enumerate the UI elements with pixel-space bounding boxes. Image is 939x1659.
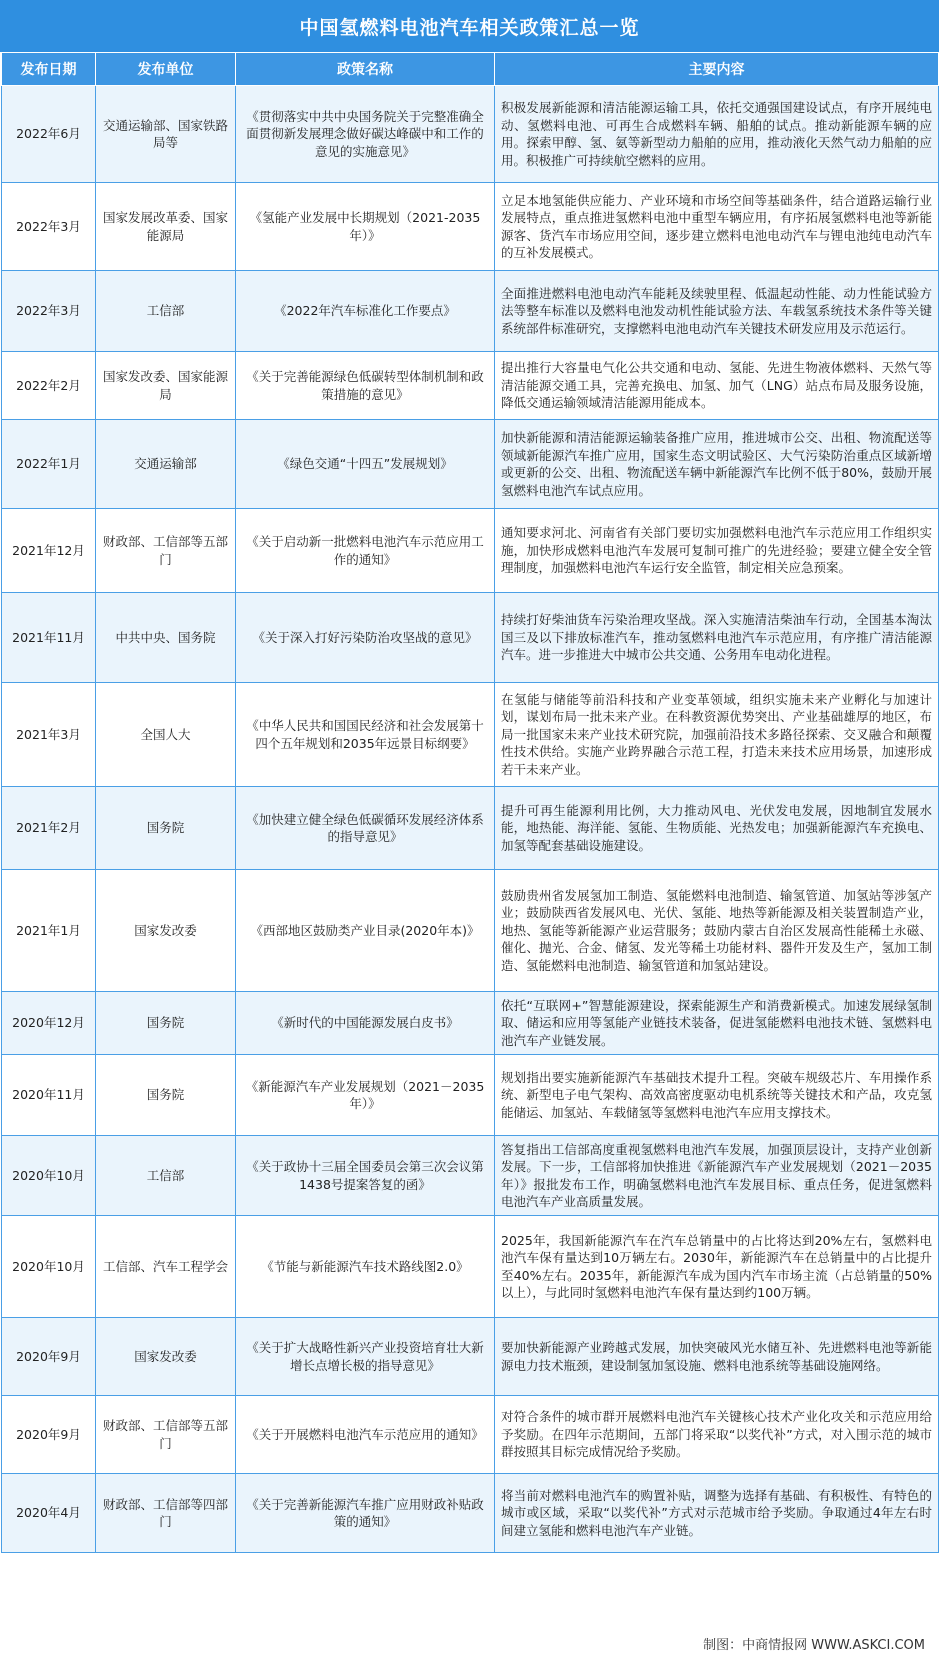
unit-cell: 国务院 [96,787,236,870]
content-cell: 立足本地氢能供应能力、产业环境和市场空间等基础条件，结合道路运输行业发展特点，重点推进氢燃料电池中重型车辆应用，有序拓展氢燃料电池等新能源客、货汽车市场应用空间，逐步建立燃料电池电动汽车与锂电池纯电动汽车的互补发展模式。 [495,183,939,271]
policy-name-cell: 《节能与新能源汽车技术路线图2.0》 [236,1216,495,1318]
date-cell: 2021年1月 [2,870,96,992]
unit-cell: 交通运输部、国家铁路局等 [96,86,236,183]
content-cell: 积极发展新能源和清洁能源运输工具，依托交通强国建设试点，有序开展纯电动、氢燃料电池、可再生合成燃料车辆、船舶的试点。推动新能源车辆的应用。探索甲醇、氢、氨等新型动力船舶的应用，推动液化天然气动力船舶的应用。积极推广可持续航空燃料的应用。 [495,86,939,183]
content-cell: 鼓励贵州省发展氢加工制造、氢能燃料电池制造、输氢管道、加氢站等涉氢产业；鼓励陕西省发展风电、光伏、氢能、地热等新能源及相关装置制造产业，地热、氢能等新能源产业运营服务；鼓励内蒙古自治区发展高性能稀土永磁、催化、抛光、合金、储氢、发光等稀土功能材料、器件开发及生产，氢加工制造、氢能燃料电池制造、输氢管道和加氢站建设。 [495,870,939,992]
content-cell: 提出推行大容量电气化公共交通和电动、氢能、先进生物液体燃料、天然气等清洁能源交通工具，完善充换电、加氢、加气（LNG）站点布局及服务设施，降低交通运输领域清洁能源用能成本。 [495,352,939,420]
table-row [2,683,939,787]
policy-name-cell: 《关于政协十三届全国委员会第三次会议第1438号提案答复的函》 [236,1136,495,1216]
unit-cell: 国家发改委 [96,1318,236,1396]
content-cell: 答复指出工信部高度重视氢燃料电池汽车发展，加强顶层设计，支持产业创新发展。下一步，工信部将加快推进《新能源汽车产业发展规划（2021－2035年）》报批发布工作，明确氢燃料电池汽车发展目标、重点任务，促进氢燃料电池汽车产业高质量发展。 [495,1136,939,1216]
unit-cell: 国家发改委、国家能源局 [96,352,236,420]
content-cell: 2025年，我国新能源汽车在汽车总销量中的占比将达到20%左右，氢燃料电池汽车保有量达到10万辆左右。2030年，新能源汽车在总销量中的占比提升至40%左右。2035年，新能源汽车成为国内汽车市场主流（占总销量的50%以上），与此同时氢燃料电池汽车保有量达到约100万辆。 [495,1216,939,1318]
unit-cell: 国务院 [96,992,236,1055]
unit-cell: 财政部、工信部等五部门 [96,1396,236,1474]
table-row [2,1136,939,1216]
policy-name-cell: 《关于开展燃料电池汽车示范应用的通知》 [236,1396,495,1474]
unit-cell: 国家发改委 [96,870,236,992]
table-row [2,1474,939,1553]
unit-cell: 交通运输部 [96,420,236,509]
unit-cell: 全国人大 [96,683,236,787]
policy-name-cell: 《绿色交通“十四五”发展规划》 [236,420,495,509]
date-cell: 2020年9月 [2,1318,96,1396]
content-cell: 提升可再生能源利用比例，大力推动风电、光伏发电发展，因地制宜发展水能，地热能、海洋能、氢能、生物质能、光热发电；加强新能源汽车充换电、加氢等配套基础设施建设。 [495,787,939,870]
source-credit: 制图：中商情报网 WWW.ASKCI.COM [703,1638,925,1653]
date-cell: 2022年3月 [2,271,96,352]
policy-name-cell: 《氢能产业发展中长期规划（2021-2035年）》 [236,183,495,271]
table-row [2,1055,939,1136]
unit-cell: 工信部 [96,271,236,352]
table-row [2,420,939,509]
date-cell: 2020年11月 [2,1055,96,1136]
table-row [2,183,939,271]
policy-name-cell: 《新时代的中国能源发展白皮书》 [236,992,495,1055]
table-header-row [2,53,939,86]
policy-name-cell: 《加快建立健全绿色低碳循环发展经济体系的指导意见》 [236,787,495,870]
policy-name-cell: 《贯彻落实中共中央国务院关于完整准确全面贯彻新发展理念做好碳达峰碳中和工作的意见的实施意见》 [236,86,495,183]
policy-name-cell: 《关于完善新能源汽车推广应用财政补贴政策的通知》 [236,1474,495,1553]
unit-cell: 中共中央、国务院 [96,593,236,683]
header-unit: 发布单位 [96,53,236,86]
date-cell: 2022年3月 [2,183,96,271]
policy-name-cell: 《西部地区鼓励类产业目录(2020年本)》 [236,870,495,992]
policy-name-cell: 《中华人民共和国国民经济和社会发展第十四个五年规划和2035年远景目标纲要》 [236,683,495,787]
date-cell: 2021年2月 [2,787,96,870]
table-row [2,787,939,870]
content-cell: 依托“互联网+”智慧能源建设，探索能源生产和消费新模式。加速发展绿氢制取、储运和应用等氢能产业链技术装备，促进氢能燃料电池技术链、氢燃料电池汽车产业链发展。 [495,992,939,1055]
header-date: 发布日期 [2,53,96,86]
table-row [2,593,939,683]
table-row [2,509,939,593]
date-cell: 2020年12月 [2,992,96,1055]
unit-cell: 国家发展改革委、国家能源局 [96,183,236,271]
content-cell: 持续打好柴油货车污染治理攻坚战。深入实施清洁柴油车行动，全国基本淘汰国三及以下排放标准汽车，推动氢燃料电池汽车示范应用，有序推广清洁能源汽车。进一步推进大中城市公共交通、公务用车电动化进程。 [495,593,939,683]
policy-name-cell: 《关于扩大战略性新兴产业投资培育壮大新增长点增长极的指导意见》 [236,1318,495,1396]
unit-cell: 工信部 [96,1136,236,1216]
policy-name-cell: 《关于启动新一批燃料电池汽车示范应用工作的通知》 [236,509,495,593]
table-row [2,86,939,183]
table-row [2,271,939,352]
policy-name-cell: 《关于深入打好污染防治攻坚战的意见》 [236,593,495,683]
table-row [2,870,939,992]
date-cell: 2022年2月 [2,352,96,420]
table-row [2,1318,939,1396]
policy-name-cell: 《关于完善能源绿色低碳转型体制机制和政策措施的意见》 [236,352,495,420]
table-row [2,1396,939,1474]
policy-name-cell: 《2022年汽车标准化工作要点》 [236,271,495,352]
content-cell: 加快新能源和清洁能源运输装备推广应用，推进城市公交、出租、物流配送等领域新能源汽车推广应用，国家生态文明试验区、大气污染防治重点区域新增或更新的公交、出租、物流配送车辆中新能源汽车比例不低于80%，鼓励开展氢燃料电池汽车试点应用。 [495,420,939,509]
date-cell: 2022年1月 [2,420,96,509]
date-cell: 2022年6月 [2,86,96,183]
table-row [2,352,939,420]
header-policy-name: 政策名称 [236,53,495,86]
content-cell: 在氢能与储能等前沿科技和产业变革领域，组织实施未来产业孵化与加速计划，谋划布局一批未来产业。在科教资源优势突出、产业基础雄厚的地区，布局一批国家未来产业技术研究院，加强前沿技术多路径探索、交叉融合和颠覆性技术供给。实施产业跨界融合示范工程，打造未来技术应用场景，加速形成若干未来产业。 [495,683,939,787]
content-cell: 对符合条件的城市群开展燃料电池汽车关键核心技术产业化攻关和示范应用给予奖励。在四年示范期间，五部门将采取“以奖代补”方式，对入围示范的城市群按照其目标完成情况给予奖励。 [495,1396,939,1474]
page-title: 中国氢燃料电池汽车相关政策汇总一览 [0,0,939,52]
unit-cell: 财政部、工信部等五部门 [96,509,236,593]
policy-table [1,52,939,1553]
table-row [2,1216,939,1318]
date-cell: 2021年11月 [2,593,96,683]
unit-cell: 工信部、汽车工程学会 [96,1216,236,1318]
table-row [2,992,939,1055]
policy-name-cell: 《新能源汽车产业发展规划（2021－2035年）》 [236,1055,495,1136]
unit-cell: 国务院 [96,1055,236,1136]
content-cell: 要加快新能源产业跨越式发展，加快突破风光水储互补、先进燃料电池等新能源电力技术瓶颈，建设制氢加氢设施、燃料电池系统等基础设施网络。 [495,1318,939,1396]
header-content: 主要内容 [495,53,939,86]
date-cell: 2020年9月 [2,1396,96,1474]
content-cell: 全面推进燃料电池电动汽车能耗及续驶里程、低温起动性能、动力性能试验方法等整车标准以及燃料电池发动机性能试验方法、车载氢系统技术条件等关键系统部件标准研究，支撑燃料电池电动汽车关键技术研发应用及示范运行。 [495,271,939,352]
content-cell: 规划指出要实施新能源汽车基础技术提升工程。突破车规级芯片、车用操作系统、新型电子电气架构、高效高密度驱动电机系统等关键技术和产品，攻克氢能储运、加氢站、车载储氢等氢燃料电池汽车应用支撑技术。 [495,1055,939,1136]
date-cell: 2021年12月 [2,509,96,593]
content-cell: 通知要求河北、河南省有关部门要切实加强燃料电池汽车示范应用工作组织实施，加快形成燃料电池汽车发展可复制可推广的先进经验；要建立健全安全管理制度，加强燃料电池汽车运行安全监管，制定相关应急预案。 [495,509,939,593]
date-cell: 2020年10月 [2,1216,96,1318]
date-cell: 2020年10月 [2,1136,96,1216]
unit-cell: 财政部、工信部等四部门 [96,1474,236,1553]
date-cell: 2020年4月 [2,1474,96,1553]
content-cell: 将当前对燃料电池汽车的购置补贴，调整为选择有基础、有积极性、有特色的城市或区域，采取“以奖代补”方式对示范城市给予奖励。争取通过4年左右时间建立氢能和燃料电池汽车产业链。 [495,1474,939,1553]
date-cell: 2021年3月 [2,683,96,787]
table-body [2,86,939,1553]
